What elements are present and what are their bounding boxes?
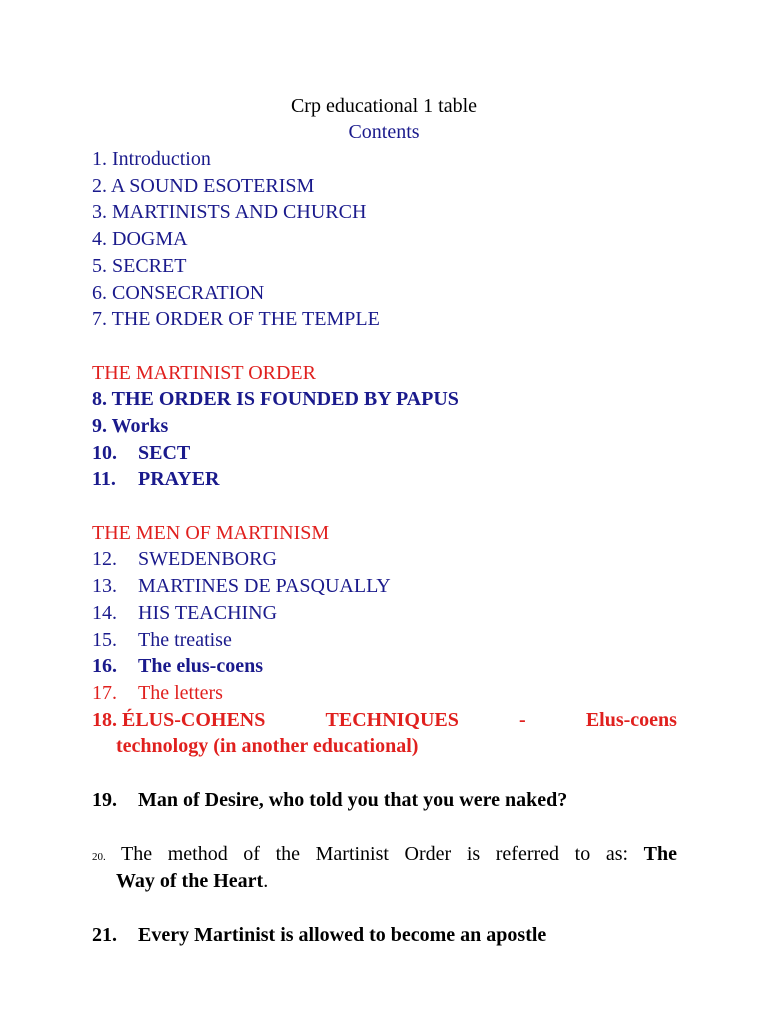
item-text: The treatise: [138, 629, 232, 651]
list-item: [92, 573, 391, 599]
item-number: 11.: [92, 468, 116, 490]
item-number: 20.: [92, 851, 106, 863]
item-text: A SOUND ESOTERISM: [110, 175, 315, 197]
item-text-bold: Way of the Heart: [116, 870, 264, 892]
item-text: The elus-coens: [138, 655, 263, 677]
item-text: THE ORDER IS FOUNDED BY PAPUS: [111, 388, 459, 410]
list-item: [92, 922, 547, 948]
item-text-bold: The: [643, 843, 677, 865]
list-item: [92, 653, 263, 679]
item-number: 16.: [92, 655, 117, 677]
item-text: HIS TEACHING: [138, 602, 278, 624]
item-number: 3.: [92, 201, 107, 223]
list-item: [92, 146, 211, 172]
item-number: 13.: [92, 575, 117, 597]
list-item: [92, 440, 191, 466]
list-item: [92, 280, 264, 306]
item-number: 15.: [92, 629, 117, 651]
item-text: CONSECRATION: [112, 282, 265, 304]
list-item-continuation: [116, 868, 268, 894]
item-text: SWEDENBORG: [138, 548, 277, 570]
item-text-tail: .: [263, 870, 269, 892]
section-heading: THE MEN OF MARTINISM: [92, 522, 330, 544]
list-item: [92, 386, 459, 412]
item-number: 12.: [92, 548, 117, 570]
item-number: 17.: [92, 682, 117, 704]
list-item: [92, 173, 314, 199]
item-text: MARTINISTS AND CHURCH: [112, 201, 367, 223]
list-item: [92, 466, 220, 492]
item-number: 4.: [92, 228, 107, 250]
item-word: Elus-coens: [585, 709, 677, 731]
list-item: [92, 226, 188, 252]
item-text: DOGMA: [112, 228, 188, 250]
item-number: 18. ÉLUS-COHENS: [92, 709, 266, 731]
list-item-continuation: technology (in another educational): [116, 735, 419, 757]
item-number: 2.: [92, 175, 107, 197]
item-number: 10.: [92, 442, 117, 464]
list-item: [92, 413, 168, 439]
item-text: THE ORDER OF THE TEMPLE: [111, 308, 380, 330]
section-heading: THE MARTINIST ORDER: [92, 362, 316, 384]
item-number: 1.: [92, 148, 107, 170]
item-number: 14.: [92, 602, 117, 624]
item-number: 21.: [92, 924, 117, 946]
item-text: PRAYER: [138, 468, 220, 490]
item-text: MARTINES DE PASQUALLY: [138, 575, 391, 597]
item-text: Every Martinist is allowed to become an apostle: [138, 924, 547, 946]
item-text: SECT: [138, 442, 191, 464]
item-word: TECHNIQUES: [325, 709, 459, 731]
item-word: -: [519, 709, 526, 731]
item-text: Man of Desire, who told you that you were naked?: [138, 789, 568, 811]
list-item: [92, 627, 232, 653]
item-number: 7.: [92, 308, 107, 330]
list-item: [92, 787, 568, 813]
list-item: [92, 546, 277, 572]
item-number: 8.: [92, 388, 107, 410]
item-number: 5.: [92, 255, 107, 277]
list-item-justified: [92, 841, 677, 870]
item-text: SECRET: [112, 255, 187, 277]
list-item-justified: [92, 707, 677, 733]
list-item: [92, 199, 366, 225]
list-item: [92, 600, 278, 626]
item-text: The letters: [138, 682, 223, 704]
list-item: [92, 680, 223, 706]
item-number: 9.: [92, 415, 107, 437]
document-title: Crp educational 1 table: [290, 95, 478, 117]
item-text: The method of the Martinist Order is referred to as:: [121, 843, 629, 865]
item-text: Works: [111, 415, 169, 437]
item-text: Introduction: [112, 148, 211, 170]
item-number: 6.: [92, 282, 107, 304]
list-item: [92, 306, 380, 332]
item-number: 19.: [92, 789, 117, 811]
list-item: [92, 253, 186, 279]
contents-heading: Contents: [348, 121, 420, 143]
